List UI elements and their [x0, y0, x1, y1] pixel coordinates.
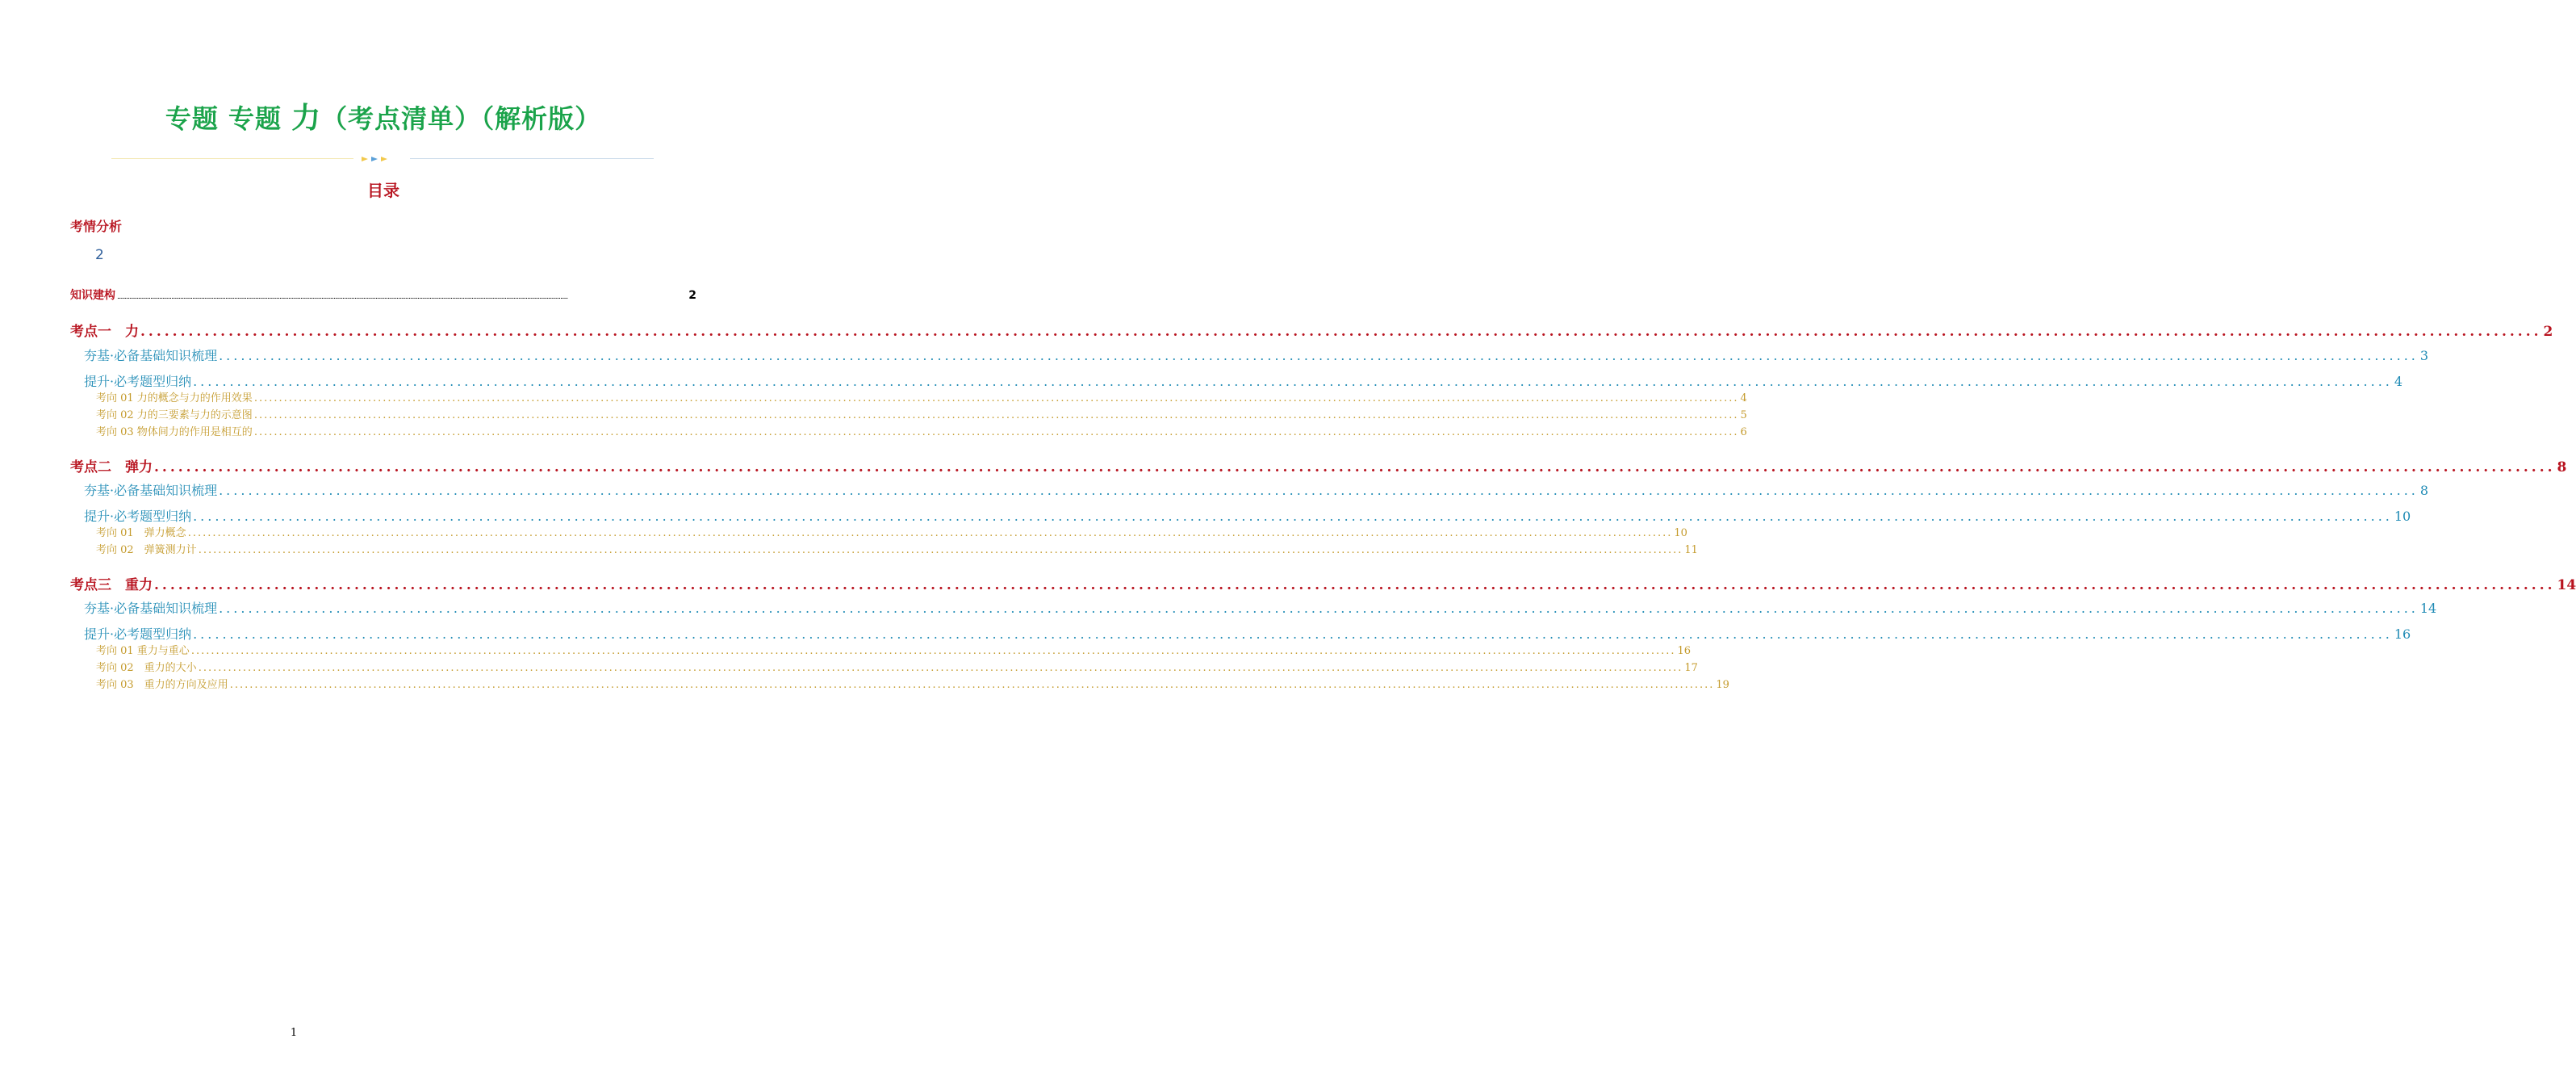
toc-leader-dots: ............................................................................................................................................................................................................................................................................................................	[187, 527, 1673, 539]
title-divider	[111, 153, 654, 165]
toc-entry-structure[interactable]	[70, 287, 696, 303]
toc-entry-label: 知识建构	[70, 289, 115, 302]
toc-subsection-label: 夯基·必备基础知识梳理	[84, 348, 218, 363]
toc-leader-dots: ............................................................................................................................................................................................................................................................................................................	[253, 426, 1739, 438]
toc-item-page: 11	[1684, 544, 1698, 556]
toc-leader-dots: ............................................................................................................................................................................................................................................................................................................	[190, 645, 1676, 657]
toc-leader-dots: ............................................................................................................................................................................................................................................................................................................	[117, 293, 568, 301]
toc-subsection-label: 提升·必考题型归纳	[84, 626, 192, 642]
toc-leader-dots: ............................................................................................................................................................................................................................................................................................................	[193, 626, 2393, 642]
toc-subsection-label: 夯基·必备基础知识梳理	[84, 601, 218, 616]
toc-leader-dots: ............................................................................................................................................................................................................................................................................................................	[219, 601, 2419, 616]
toc-item-label: 考向 03 重力的方向及应用	[96, 679, 228, 691]
title-part-3: （考点清单）（解析版）	[321, 103, 602, 134]
toc-heading: 目录	[367, 181, 399, 200]
divider-arrows-icon	[358, 153, 407, 165]
toc-item-label: 考向 03 物体间力的作用是相互的	[96, 426, 253, 438]
toc-analysis-label[interactable]: 考情分析	[70, 219, 123, 234]
page-number: 1	[290, 1027, 298, 1039]
toc-leader-dots: ............................................................................................................................................................................................................................................................................................................	[140, 324, 2542, 340]
toc-section-2[interactable]	[70, 455, 2567, 475]
toc-subsection-page: 4	[2394, 374, 2403, 389]
toc-section-1-basic[interactable]	[84, 346, 2429, 364]
toc-section-label: 考点三 重力	[70, 577, 153, 593]
toc-leader-dots: ............................................................................................................................................................................................................................................................................................................	[229, 679, 1715, 691]
toc-item[interactable]	[96, 423, 1747, 438]
toc-subsection-page: 14	[2419, 601, 2437, 616]
toc-item-label: 考向 02 弹簧测力计	[96, 544, 197, 556]
toc-subsection-label: 夯基·必备基础知识梳理	[84, 483, 218, 498]
toc-item-label: 考向 02 重力的大小	[96, 662, 197, 674]
toc-section-page: 2	[2543, 324, 2553, 340]
toc-subsection-label: 提升·必考题型归纳	[84, 374, 192, 389]
toc-leader-dots: ............................................................................................................................................................................................................................................................................................................	[154, 459, 2556, 475]
toc-item[interactable]	[96, 524, 1687, 539]
toc-section-2-improve[interactable]	[84, 506, 2411, 525]
toc-item-page: 19	[1716, 679, 1729, 691]
toc-item[interactable]	[96, 659, 1698, 674]
divider-left-line	[111, 158, 353, 159]
toc-leader-dots: ............................................................................................................................................................................................................................................................................................................	[198, 544, 1683, 556]
toc-section-label: 考点一 力	[70, 324, 139, 340]
toc-section-label: 考点二 弹力	[70, 459, 153, 475]
toc-analysis-page: 2	[95, 247, 104, 263]
toc-item-page: 5	[1740, 409, 1747, 421]
toc-leader-dots: ............................................................................................................................................................................................................................................................................................................	[253, 392, 1739, 404]
toc-item-label: 考向 02 力的三要素与力的示意图	[96, 409, 253, 421]
toc-leader-dots: ............................................................................................................................................................................................................................................................................................................	[219, 483, 2419, 498]
toc-subsection-label: 提升·必考题型归纳	[84, 509, 192, 524]
divider-right-line	[410, 158, 654, 159]
toc-section-3[interactable]	[70, 573, 2576, 593]
toc-leader-dots: ............................................................................................................................................................................................................................................................................................................	[198, 662, 1683, 674]
toc-item-page: 6	[1740, 426, 1747, 438]
toc-item[interactable]	[96, 642, 1692, 657]
toc-subsection-page: 16	[2394, 626, 2411, 642]
toc-item[interactable]	[96, 541, 1698, 556]
toc-section-page: 14	[2557, 577, 2576, 593]
toc-item-page: 17	[1684, 662, 1698, 674]
toc-item-page: 10	[1674, 527, 1687, 539]
toc-item-page: 16	[1677, 645, 1692, 657]
toc-section-1[interactable]	[70, 320, 2553, 340]
toc-item[interactable]	[96, 406, 1747, 421]
toc-subsection-page: 10	[2394, 509, 2411, 524]
toc-entry-page: 2	[688, 289, 696, 302]
document-title	[0, 95, 767, 136]
toc-leader-dots: ............................................................................................................................................................................................................................................................................................................	[193, 374, 2393, 389]
toc-item-label: 考向 01 力的概念与力的作用效果	[96, 392, 253, 404]
toc-section-page: 8	[2557, 459, 2567, 475]
toc-leader-dots: ............................................................................................................................................................................................................................................................................................................	[154, 577, 2556, 593]
title-part-1: 专题 专题	[165, 103, 282, 134]
toc-section-2-basic[interactable]	[84, 480, 2429, 499]
toc-leader-dots: ............................................................................................................................................................................................................................................................................................................	[253, 409, 1739, 421]
toc-section-3-improve[interactable]	[84, 624, 2411, 643]
toc-item-label: 考向 01 重力与重心	[96, 645, 190, 657]
toc-leader-dots: ............................................................................................................................................................................................................................................................................................................	[219, 348, 2419, 363]
toc-item-page: 4	[1740, 392, 1747, 404]
toc-item[interactable]	[96, 389, 1747, 404]
toc-section-1-improve[interactable]	[84, 371, 2403, 390]
title-part-2: 力	[291, 102, 322, 135]
toc-section-3-basic[interactable]	[84, 598, 2437, 617]
toc-subsection-page: 3	[2419, 348, 2429, 363]
toc-item-label: 考向 01 弹力概念	[96, 527, 186, 539]
toc-leader-dots: ............................................................................................................................................................................................................................................................................................................	[193, 509, 2393, 524]
toc-subsection-page: 8	[2419, 483, 2429, 498]
toc-item[interactable]	[96, 676, 1729, 691]
